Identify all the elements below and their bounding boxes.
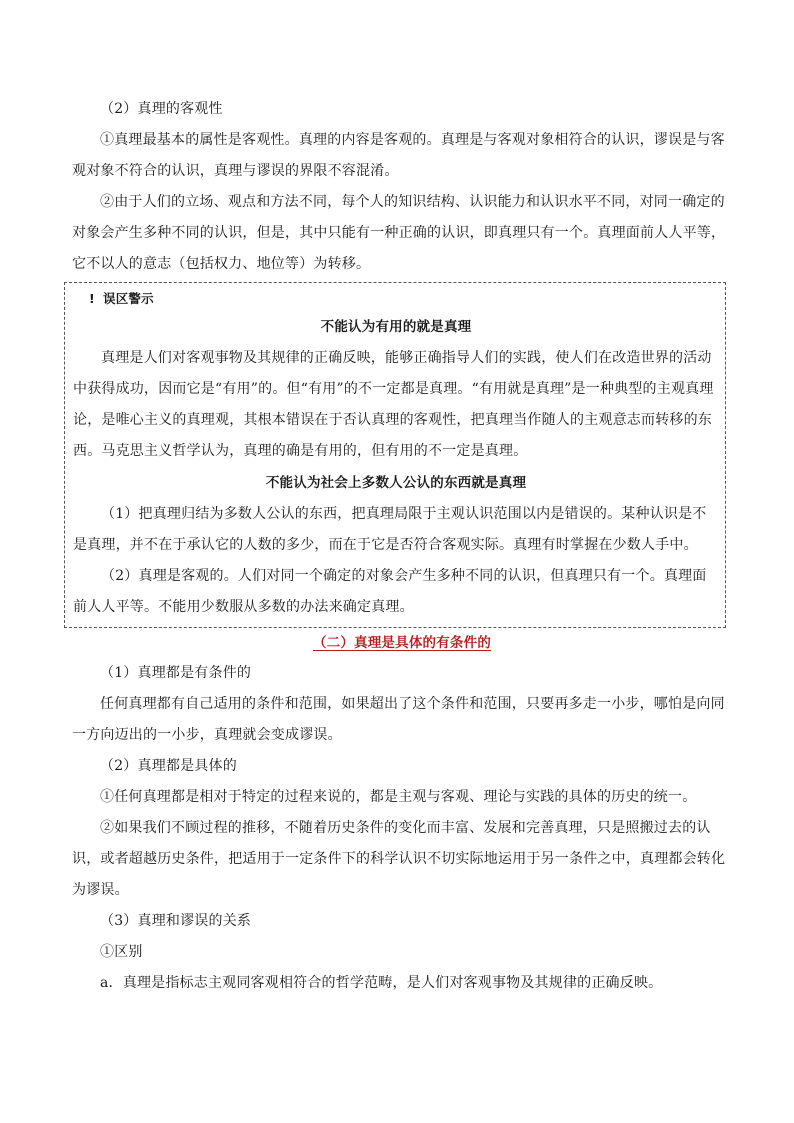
paragraph-objectivity-1: ①真理最基本的属性是客观性。真理的内容是客观的。真理是与客观对象相符合的认识，谬误是与客观对象不符合的认识，真理与谬误的界限不容混淆。	[72, 132, 725, 179]
warning-label-text: 误区警示	[103, 291, 154, 306]
subsection-heading-conditional: （1）真理都是有条件的	[100, 665, 252, 681]
document-content	[72, 94, 732, 999]
subsection-heading-objectivity: （2）真理的客观性	[100, 101, 223, 117]
warning-paragraph-majority-2: （2）真理是客观的。人们对同一个确定的对象会产生多种不同的认识，但真理只有一个。真理面前人人平等。不能用少数服从多数的办法来确定真理。	[73, 568, 707, 615]
paragraph-concrete-1: ①任何真理都是相对于特定的过程来说的，都是主观与客观、理论与实践的具体的历史的统一。	[100, 789, 697, 805]
warning-paragraph-majority-1: （1）把真理归结为多数人公认的东西，把真理局限于主观认识范围以内是错误的。某种认识是不是真理，并不在于承认它的人数的多少，而在于它是否符合客观实际。真理有时掌握在少数人手中。	[73, 506, 707, 553]
paragraph-concrete-2: ②如果我们不顾过程的推移，不随着历史条件的变化而丰富、发展和完善真理，只是照搬过去的认识，或者超越历史条件，把适用于一定条件下的科学认识不切实际地运用于另一条件之中，真理都会转化为谬误。	[72, 820, 726, 898]
section-title-concrete-truth	[72, 628, 732, 658]
paragraph-difference-a: a．真理是指标志主观同客观相符合的哲学范畴，是人们对客观事物及其规律的正确反映。	[100, 975, 663, 991]
warning-paragraph-useful: 真理是人们对客观事物及其规律的正确反映，能够正确指导人们的实践，使人们在改造世界的活动中获得成功，因而它是“有用”的。但“有用”的不一定都是真理。“有用就是真理”是一种典型的主观真理论，是唯心主义的真理观，其根本错误在于否认真理的客观性，把真理当作随人的主观意志而转移的东西。马克思主义哲学认为，真理的确是有用的，但有用的不一定是真理。	[73, 350, 714, 459]
exclamation-icon: !	[89, 291, 95, 306]
subsection-heading-concrete: （2）真理都是具体的	[100, 758, 237, 774]
paragraph-conditional: 任何真理都有自己适用的条件和范围，如果超出了这个条件和范围，只要再多走一小步，哪怕是向同一方向迈出的一小步，真理就会变成谬误。	[72, 696, 725, 743]
list-label-difference: ①区别	[100, 944, 143, 960]
section-title-text: （二）真理是具体的有条件的	[312, 635, 492, 651]
warning-heading-majority: 不能认为社会上多数人公认的东西就是真理	[265, 475, 527, 491]
misconception-warning-box	[64, 282, 726, 628]
subsection-heading-truth-error: （3）真理和谬误的关系	[100, 913, 252, 929]
paragraph-objectivity-2: ②由于人们的立场、观点和方法不同，每个人的知识结构、认识能力和认识水平不同，对同一确定的对象会产生多种不同的认识，但是，其中只能有一种正确的认识，即真理只有一个。真理面前人人平等，它不以人的意志（包括权力、地位等）为转移。	[72, 194, 726, 272]
warning-heading-useful: 不能认为有用的就是真理	[320, 319, 472, 335]
warning-label	[65, 287, 719, 311]
